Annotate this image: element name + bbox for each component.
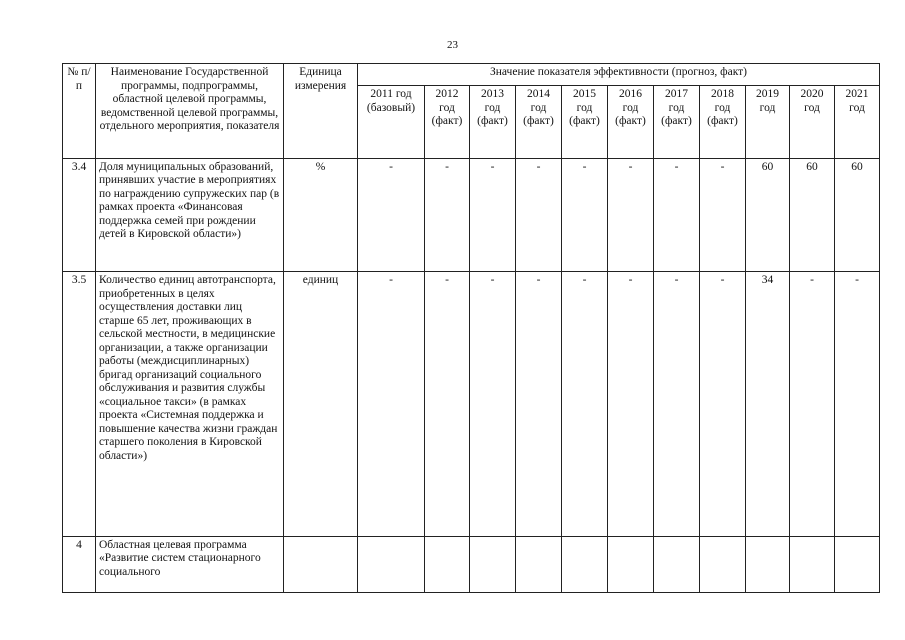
header-year-line: (факт) bbox=[569, 115, 600, 128]
row-value bbox=[654, 536, 700, 592]
row-value: - bbox=[608, 272, 654, 537]
row-value: - bbox=[700, 158, 746, 272]
page-number: 23 bbox=[447, 39, 458, 51]
header-year-line: год bbox=[714, 101, 731, 114]
header-num: № п/п bbox=[63, 64, 96, 159]
row-value bbox=[790, 536, 835, 592]
table-row bbox=[63, 536, 880, 592]
header-year-line: (факт) bbox=[707, 115, 738, 128]
row-value: - bbox=[562, 272, 608, 537]
row-value: - bbox=[654, 272, 700, 537]
header-year-line: 2019 bbox=[756, 88, 779, 101]
header-year-line: 2014 bbox=[527, 88, 550, 101]
row-value: - bbox=[470, 158, 516, 272]
header-year-line: год bbox=[576, 101, 593, 114]
row-value: 60 bbox=[835, 158, 880, 272]
header-year-line: (факт) bbox=[661, 115, 692, 128]
header-year bbox=[425, 86, 470, 158]
header-year bbox=[746, 86, 790, 158]
header-year bbox=[470, 86, 516, 158]
row-value: - bbox=[654, 158, 700, 272]
header-year-line: 2017 bbox=[665, 88, 688, 101]
header-year-line: 2013 bbox=[481, 88, 504, 101]
row-value: - bbox=[425, 272, 470, 537]
row-value: - bbox=[470, 272, 516, 537]
row-value: - bbox=[358, 158, 425, 272]
row-value: - bbox=[790, 272, 835, 537]
header-year bbox=[790, 86, 835, 158]
row-name: Доля муниципальных образований, принявших участие в мероприятиях по награждению супружеских пар (в рамках проекта «Финансовая поддержка семей при рождении детей в Кировской области») bbox=[96, 158, 284, 272]
header-year-line: (факт) bbox=[477, 115, 508, 128]
row-name: Количество единиц автотранспорта, приобретенных в целях осуществления доставки лиц старше 65 лет, проживающих в сельской местности, в медицинские организации, а также организации работы (междисциплинарных) бригад организаций социального обслуживания и развития службы «социальное такси» (в рамках проекта «Системная поддержка и повышение качества жизни граждан старшего поколения в Кировской области») bbox=[96, 272, 284, 537]
row-value bbox=[608, 536, 654, 592]
row-name: Областная целевая программа «Развитие систем стационарного социального bbox=[96, 536, 284, 592]
row-value: - bbox=[562, 158, 608, 272]
row-value: - bbox=[358, 272, 425, 537]
header-year-line: 2015 bbox=[573, 88, 596, 101]
header-row-1 bbox=[63, 64, 880, 86]
header-year bbox=[835, 86, 880, 158]
header-year-line: 2020 bbox=[800, 88, 824, 101]
row-value: - bbox=[425, 158, 470, 272]
row-value: - bbox=[700, 272, 746, 537]
row-value: - bbox=[516, 272, 562, 537]
row-value bbox=[470, 536, 516, 592]
row-unit: единиц bbox=[284, 272, 358, 537]
header-year-line: (базовый) bbox=[366, 101, 416, 114]
row-value: 60 bbox=[790, 158, 835, 272]
header-year-line: год bbox=[759, 101, 776, 114]
row-value: - bbox=[608, 158, 654, 272]
row-value bbox=[425, 536, 470, 592]
row-value bbox=[746, 536, 790, 592]
row-unit bbox=[284, 536, 358, 592]
row-num: 4 bbox=[63, 536, 96, 592]
header-year-line: год bbox=[849, 101, 865, 114]
row-value bbox=[700, 536, 746, 592]
header-year-line: 2012 bbox=[435, 88, 459, 101]
header-year-line: год bbox=[668, 101, 685, 114]
header-year-line: год bbox=[530, 101, 547, 114]
header-year-line: год bbox=[622, 101, 639, 114]
header-year-line: 2018 bbox=[711, 88, 734, 101]
table-row bbox=[63, 272, 880, 537]
row-unit: % bbox=[284, 158, 358, 272]
row-value bbox=[516, 536, 562, 592]
header-unit: Единица измерения bbox=[284, 64, 358, 159]
header-values-title: Значение показателя эффективности (прогноз, факт) bbox=[358, 64, 880, 86]
row-value bbox=[562, 536, 608, 592]
header-year-line: (факт) bbox=[523, 115, 554, 128]
header-year-line: год bbox=[804, 101, 820, 114]
header-year bbox=[654, 86, 700, 158]
header-year-line: год bbox=[439, 101, 455, 114]
header-year bbox=[608, 86, 654, 158]
header-year-line: 2016 bbox=[619, 88, 642, 101]
row-value: 34 bbox=[746, 272, 790, 537]
header-year bbox=[700, 86, 746, 158]
table-row bbox=[63, 158, 880, 272]
row-value: - bbox=[516, 158, 562, 272]
row-value: 60 bbox=[746, 158, 790, 272]
row-value bbox=[358, 536, 425, 592]
header-year-line: 2011 год bbox=[370, 88, 412, 101]
header-year-line: 2021 bbox=[845, 88, 869, 101]
row-value bbox=[835, 536, 880, 592]
header-year bbox=[562, 86, 608, 158]
header-year-line: (факт) bbox=[615, 115, 646, 128]
indicator-table bbox=[62, 63, 880, 593]
header-year bbox=[516, 86, 562, 158]
row-num: 3.5 bbox=[63, 272, 96, 537]
row-value: - bbox=[835, 272, 880, 537]
row-num: 3.4 bbox=[63, 158, 96, 272]
header-year-line: (факт) bbox=[431, 115, 463, 128]
header-year-line: год bbox=[484, 101, 501, 114]
header-name: Наименование Государственной программы, подпрограммы, областной целевой программы, ведомственной целевой программы, отдельного мероприятия, показателя bbox=[96, 64, 284, 159]
header-year bbox=[358, 86, 425, 158]
